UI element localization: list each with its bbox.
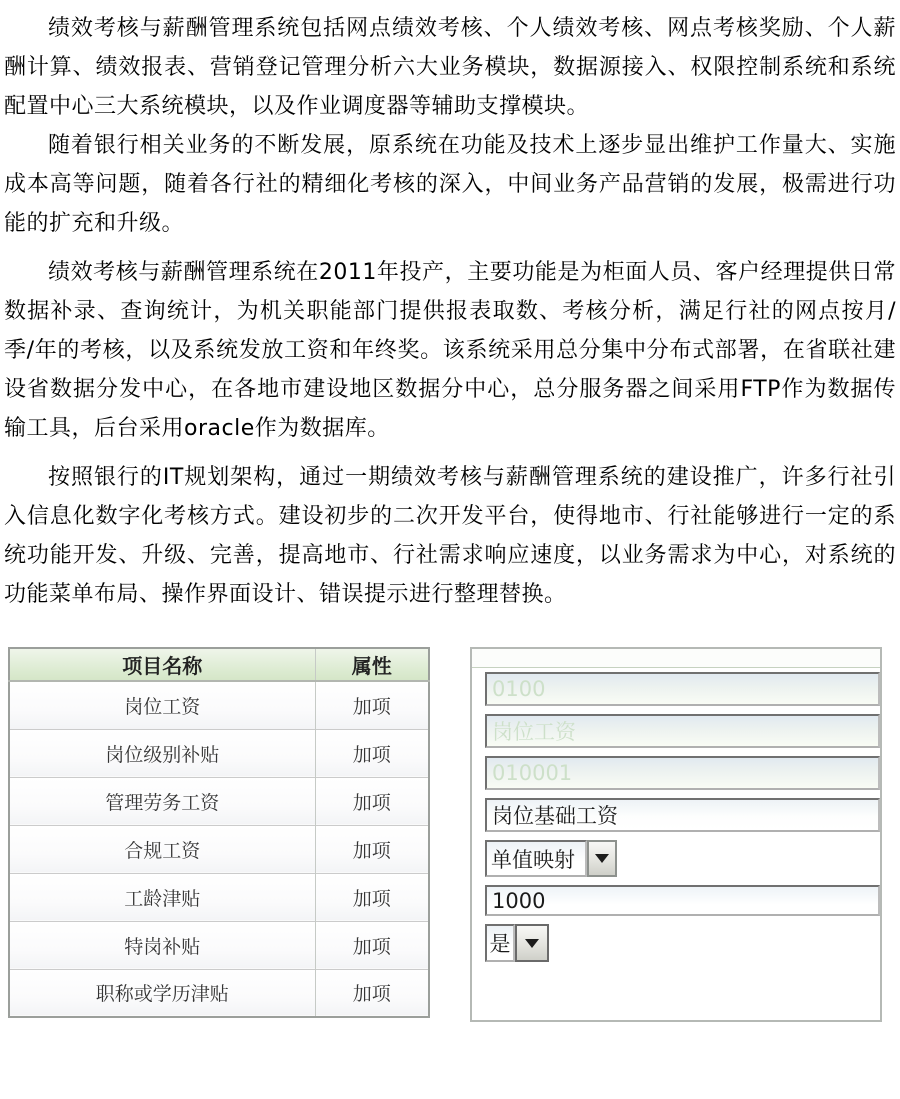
table-row [9, 921, 429, 969]
paragraph-modules: 绩效考核与薪酬管理系统包括网点绩效考核、个人绩效考核、网点考核奖励、个人薪酬计算、绩效报表、营销登记管理分析六大业务模块，数据源接入、权限控制系统和系统配置中心三大系统模块，以及作业调度器等辅助支撑模块。 [4, 16, 896, 119]
table-row [9, 729, 429, 777]
item-name-input[interactable] [485, 798, 880, 832]
category-code-input [485, 672, 880, 706]
chevron-down-icon [525, 939, 539, 948]
attribute-cell: 加项 [315, 681, 429, 729]
item-code-input [485, 756, 880, 790]
panel-body [472, 668, 880, 962]
bottom-section [8, 647, 896, 1022]
item-name-cell: 合规工资 [9, 825, 315, 873]
item-name-cell: 工龄津贴 [9, 873, 315, 921]
table-row [9, 969, 429, 1017]
item-name-cell: 管理劳务工资 [9, 777, 315, 825]
mapping-type-value[interactable]: 单值映射 [485, 840, 587, 877]
attribute-cell: 加项 [315, 873, 429, 921]
item-detail-form-panel [470, 647, 882, 1022]
table-row [9, 873, 429, 921]
paragraph-production: 绩效考核与薪酬管理系统在2011年投产，主要功能是为柜面人员、客户经理提供日常数据补录、查询统计，为机关职能部门提供报表取数、考核分析，满足行社的网点按月/季/年的考核，以及系统发放工资和年终奖。该系统采用总分集中分布式部署，在省联社建设省数据分发中心，在各地市建设地区数据分中心，总分服务器之间采用FTP作为数据传输工具，后台采用oracle作为数据库。 [4, 260, 896, 441]
attribute-cell: 加项 [315, 729, 429, 777]
column-header-item-name: 项目名称 [9, 648, 315, 681]
amount-input[interactable] [485, 885, 880, 916]
table-row [9, 681, 429, 729]
flag-dropdown[interactable] [485, 924, 880, 962]
item-name-cell: 特岗补贴 [9, 921, 315, 969]
item-name-cell: 岗位工资 [9, 681, 315, 729]
attribute-cell: 加项 [315, 825, 429, 873]
attribute-cell: 加项 [315, 921, 429, 969]
item-name-cell: 岗位级别补贴 [9, 729, 315, 777]
paragraph-development: 随着银行相关业务的不断发展，原系统在功能及技术上逐步显出维护工作量大、实施成本高等问题，随着各行社的精细化考核的深入，中间业务产品营销的发展，极需进行功能的扩充和升级。 [4, 133, 896, 236]
table-row [9, 825, 429, 873]
attribute-cell: 加项 [315, 969, 429, 1017]
flag-value[interactable]: 是 [485, 924, 515, 962]
attribute-cell: 加项 [315, 777, 429, 825]
mapping-type-dropdown-button[interactable] [587, 840, 617, 877]
column-header-attribute: 属性 [315, 648, 429, 681]
flag-dropdown-button[interactable] [515, 924, 549, 962]
mapping-type-dropdown[interactable] [485, 840, 880, 877]
panel-header [472, 649, 880, 668]
table-header-row [9, 648, 429, 681]
paragraph-it-plan: 按照银行的IT规划架构，通过一期绩效考核与薪酬管理系统的建设推广，许多行社引入信息化数字化考核方式。建设初步的二次开发平台，使得地市、行社能够进行一定的系统功能开发、升级、完善，提高地市、行社需求响应速度，以业务需求为中心，对系统的功能菜单布局、操作界面设计、错误提示进行整理替换。 [4, 465, 896, 607]
chevron-down-icon [595, 854, 609, 863]
item-name-cell: 职称或学历津贴 [9, 969, 315, 1017]
table-row [9, 777, 429, 825]
category-name-input [485, 714, 880, 748]
salary-items-table [8, 647, 430, 1018]
